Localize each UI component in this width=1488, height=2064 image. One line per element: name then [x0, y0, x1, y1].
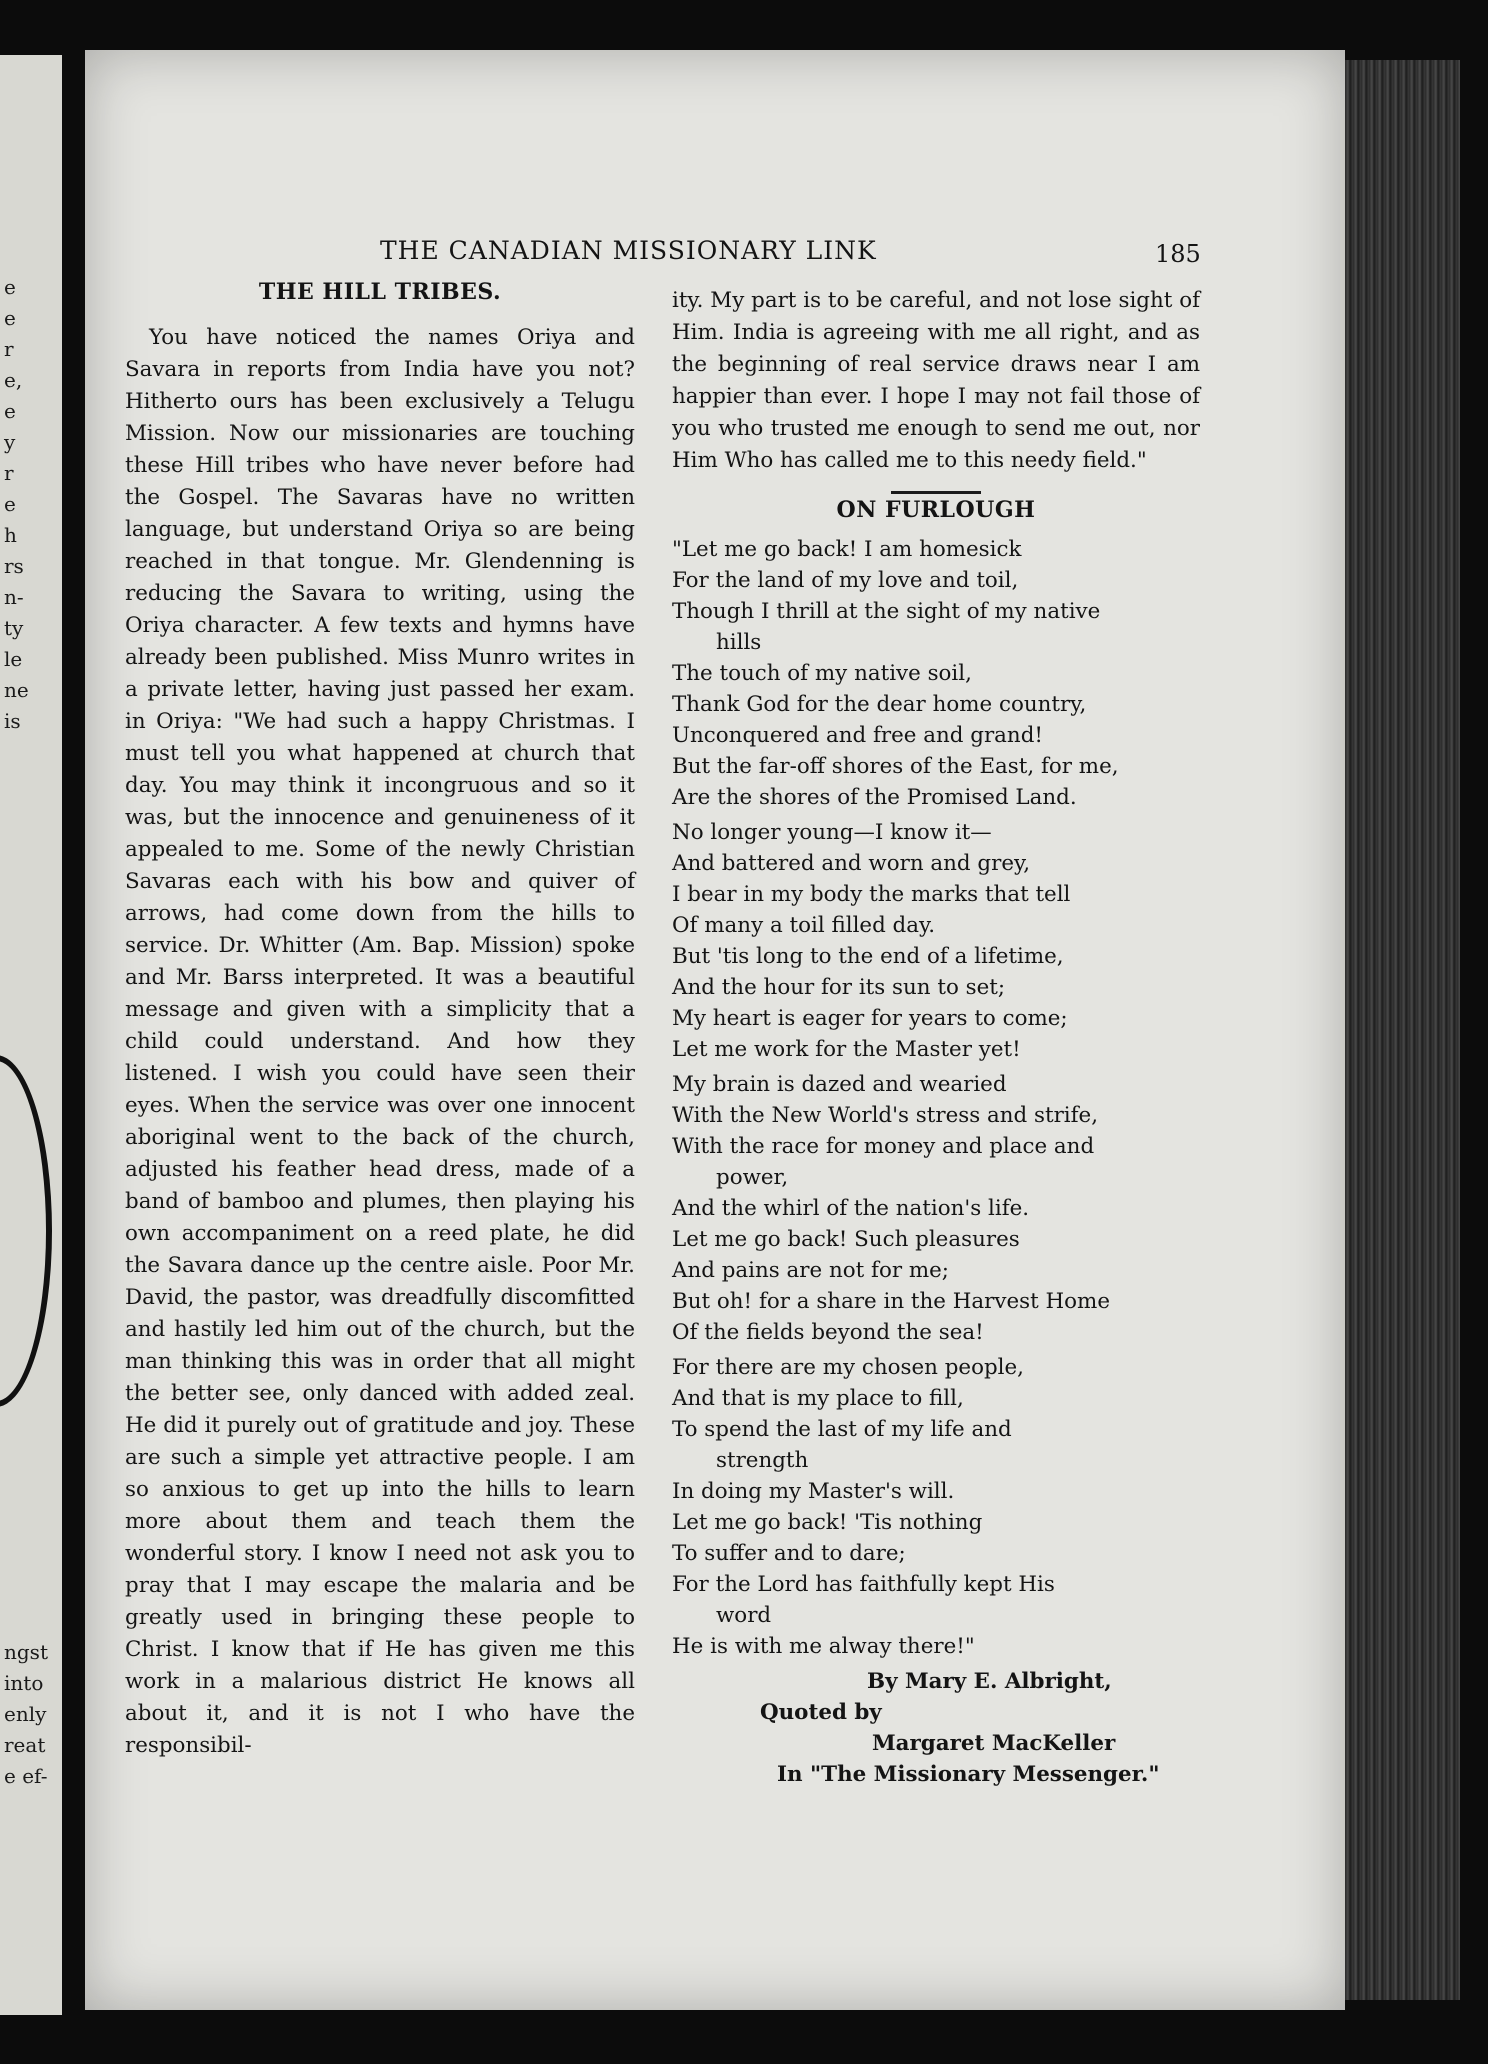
left-page-text-fragment: le [4, 647, 23, 671]
left-page-text-fragment: e [4, 306, 16, 330]
poem-line: And battered and worn and grey, [672, 851, 1031, 876]
left-column [125, 276, 635, 1762]
poem-line: For the land of my love and toil, [672, 568, 1019, 593]
poem-line: And that is my place to fill, [672, 1386, 964, 1411]
right-column [672, 285, 1200, 1790]
poem-line: With the New World's stress and strife, [672, 1103, 1099, 1128]
poem-line: Thank God for the dear home country, [672, 692, 1087, 717]
poem-line: And the hour for its sun to set; [672, 975, 1006, 1000]
poem-line: He is with me alway there!" [672, 1634, 975, 1659]
poem-title [672, 491, 1200, 526]
poem-line: But oh! for a share in the Harvest Home [672, 1289, 1110, 1314]
poem-line: My heart is eager for years to come; [672, 1006, 1068, 1031]
left-page-text-fragment: r [4, 337, 14, 361]
poem-byline [672, 1666, 1200, 1790]
page-number: 185 [1155, 240, 1201, 268]
left-page-text-fragment: n- [4, 585, 24, 609]
divider-rule [891, 491, 981, 494]
left-page-text-fragment: reat [4, 1733, 46, 1757]
left-page-text-fragment: rs [4, 554, 24, 578]
poem-line: My brain is dazed and wearied [672, 1072, 1007, 1097]
article-body: You have noticed the names Oriya and Savara in reports from India have you not? Hitherto ours has been exclusively a Telugu Mission. Now our missionaries are touching these Hill tribes who have never before had the Gospel. The Savaras have no written language, but understand Oriya so are being reached in that tongue. Mr. Glendenning is reducing the Savara to writing, using the Oriya character. A few texts and hymns have already been published. Miss Munro writes in a private letter, having just passed her exam. in Oriya: "We had such a happy Christmas. I must tell you what happened at church that day. You may think it incongruous and so it was, but the innocence and genuineness of it appealed to me. Some of the newly Christian Savaras each with his bow and quiver of arrows, had come down from the hills to service. Dr. Whitter (Am. Bap. Mission) spoke and Mr. Barss interpreted. It was a beautiful message and given with a simplicity that a child could understand. And how they listened. I wish you could have seen their eyes. When the service was over one innocent aboriginal went to the back of the church, adjusted his feather head dress, made of a band of bamboo and plumes, then playing his own accompaniment on a reed plate, he did the Savara dance up the centre aisle. Poor Mr. David, the pastor, was dreadfully discomfitted and hastily led him out of the church, but the man thinking this was in order that all might the better see, only danced with added zeal. He did it purely out of gratitude and joy. These are such a simple yet attractive people. I am so anxious to get up into the hills to learn more about them and teach them the wonderful story. I know I need not ask you to pray that I may escape the malaria and be greatly used in bringing these people to Christ. I know that if He has given me this work in a malarious district He knows all about it, and it is not I who have the responsibil- [125, 325, 635, 1758]
left-page-text-fragment: e [4, 492, 16, 516]
poem-stanza-4 [672, 1352, 1200, 1662]
poem-line: I bear in my body the marks that tell [672, 882, 1071, 907]
poem-line: "Let me go back! I am homesick [672, 537, 1022, 562]
byline-source: In "The Missionary Messenger." [777, 1762, 1160, 1787]
left-page-text-fragment: e, [4, 368, 23, 392]
poem-stanza-1 [672, 534, 1200, 813]
poem-line: But 'tis long to the end of a lifetime, [672, 944, 1064, 969]
left-facing-page [0, 55, 62, 2015]
poem-line: Though I thrill at the sight of my native [672, 599, 1101, 624]
left-page-text-fragment: h [4, 523, 17, 547]
poem-line-continuation: power, [716, 1165, 789, 1190]
poem-line: Let me go back! 'Tis nothing [672, 1510, 983, 1535]
poem-line: Of many a toil filled day. [672, 913, 936, 938]
poem-line: For the Lord has faithfully kept His [672, 1572, 1055, 1597]
poem-line-continuation: hills [716, 630, 762, 655]
poem-line: No longer young—I know it— [672, 820, 992, 845]
left-page-text-fragment: ne [4, 678, 29, 702]
left-page-text-fragment: r [4, 461, 14, 485]
left-page-text-fragment: y [4, 430, 16, 454]
running-head: THE CANADIAN MISSIONARY LINK [380, 236, 877, 265]
poem-stanza-2 [672, 817, 1200, 1065]
byline-author: By Mary E. Albright, [867, 1669, 1112, 1694]
poem-line: The touch of my native soil, [672, 661, 972, 686]
poem-line: With the race for money and place and [672, 1134, 1095, 1159]
poem-line: In doing my Master's will. [672, 1479, 955, 1504]
book-page-edges [1345, 60, 1460, 2000]
poem-line: But the far-off shores of the East, for me, [672, 754, 1119, 779]
byline-name: Margaret MacKeller [872, 1731, 1116, 1756]
poem-line: And the whirl of the nation's life. [672, 1196, 1030, 1221]
poem-line: Unconquered and free and grand! [672, 723, 1043, 748]
left-page-text-fragment: enly [4, 1702, 47, 1726]
article-title: THE HILL TRIBES. [258, 279, 502, 305]
page-curl-shadow [0, 1055, 52, 1407]
byline-quoted: Quoted by [760, 1700, 882, 1725]
left-page-text-fragment: ngst [4, 1640, 48, 1664]
article-continuation: ity. My part is to be careful, and not lose sight of Him. India is agreeing with me all right, and as the beginning of real service draws near I am happier than ever. I hope I may not fail those of you who trusted me enough to send me out, nor Him Who has called me to this needy field." [672, 288, 1200, 473]
poem-line: And pains are not for me; [672, 1258, 950, 1283]
poem-stanza-3 [672, 1069, 1200, 1348]
poem-line: Let me work for the Master yet! [672, 1037, 1021, 1062]
poem-line: Are the shores of the Promised Land. [672, 785, 1077, 810]
poem-line: To spend the last of my life and [672, 1417, 1012, 1442]
left-page-text-fragment: e [4, 399, 16, 423]
poem-line: Let me go back! Such pleasures [672, 1227, 1020, 1252]
poem-line: Of the fields beyond the sea! [672, 1320, 984, 1345]
poem-line-continuation: strength [716, 1448, 809, 1473]
left-page-text-fragment: e [4, 275, 16, 299]
poem-line: To suffer and to dare; [672, 1541, 906, 1566]
left-page-text-fragment: into [4, 1671, 44, 1695]
left-page-text-fragment: e ef- [4, 1764, 48, 1788]
poem-title-text: ON FURLOUGH [836, 497, 1036, 523]
poem-line: For there are my chosen people, [672, 1355, 1024, 1380]
poem-line-continuation: word [716, 1603, 772, 1628]
left-page-text-fragment: ty [4, 616, 24, 640]
left-page-text-fragment: is [4, 709, 21, 733]
